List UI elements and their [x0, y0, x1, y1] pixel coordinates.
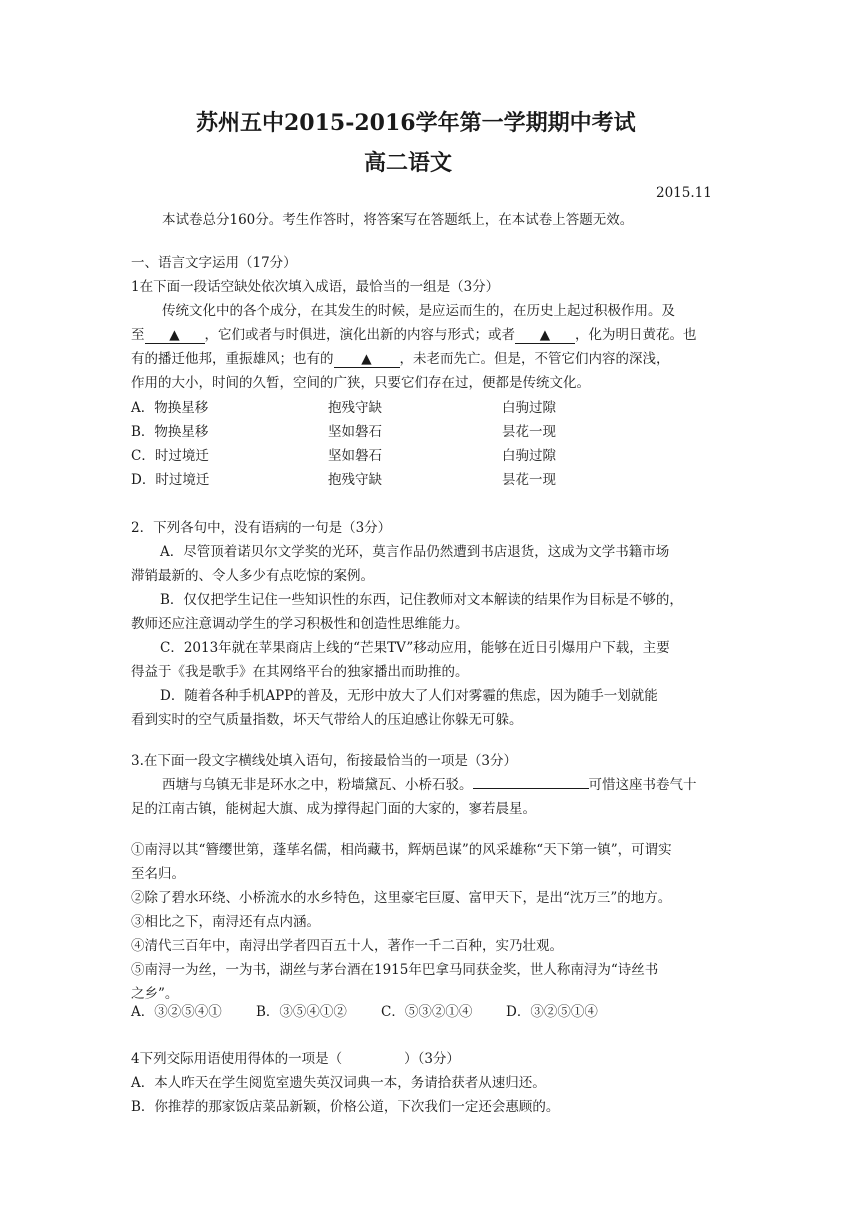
question-1-passage-line-4: 作用的大小，时间的久暂，空间的广狭，只要它们存在过，便都是传统文化。 — [131, 375, 590, 391]
question-2-option-d-line-1: D．随着各种手机APP的普及，无形中放大了人们对雾霾的焦虑，因为随手一划就能 — [160, 688, 658, 704]
question-1-passage-line-2 — [131, 323, 697, 344]
option-idiom-2: 抱残守缺 — [328, 472, 382, 488]
exam-date: 2015.11 — [656, 185, 712, 201]
option-idiom-3: 昙花一现 — [502, 472, 556, 488]
passage-text: 至 — [131, 327, 145, 343]
option-label: C．时过境迁 — [131, 448, 209, 464]
question-3-sentence-1-line-1: ①南浔以其“簪缨世第，蓬荜名儒，相尚藏书，辉炳邑谋”的风采雄称“天下第一镇”，可谓实 — [131, 842, 672, 858]
question-3-sentence-5-line-1: ⑤南浔一为丝，一为书，湖丝与茅台酒在1915年巴拿马同获金奖，世人称南浔为“诗丝书 — [131, 962, 659, 978]
option-label: A．物换星移 — [131, 400, 209, 416]
passage-text: 可惜这座书卷气十 — [588, 777, 697, 793]
question-2-option-c-line-1: C．2013年就在苹果商店上线的“芒果TV”移动应用，能够在近日引爆用户下载，主要 — [160, 640, 670, 656]
option-label: B．物换星移 — [131, 424, 209, 440]
fill-blank-2: ▲ — [515, 327, 575, 344]
question-3-sentence-1-line-2: 至名归。 — [131, 866, 185, 882]
question-3-option-d: D．③②⑤①④ — [506, 1004, 598, 1020]
question-2-option-a-line-1: A．尽管顶着诺贝尔文学奖的光环，莫言作品仍然遭到书店退货，这成为文学书籍市场 — [160, 544, 670, 560]
passage-text: ，化为明日黄花。也 — [575, 327, 697, 343]
option-label: D．时过境迁 — [131, 472, 210, 488]
exam-title: 苏州五中2015-2016学年第一学期期中考试 — [196, 110, 636, 136]
question-3-sentence-2: ②除了碧水环绕、小桥流水的水乡特色，这里豪宅巨厦、富甲天下，是出“沈万三”的地方。 — [131, 890, 672, 906]
section-heading: 一、语言文字运用（17分） — [131, 255, 297, 271]
exam-subject: 高二语文 — [364, 150, 453, 176]
question-2-stem: 2．下列各句中，没有语病的一句是（3分） — [131, 520, 392, 536]
option-idiom-3: 白驹过隙 — [502, 400, 556, 416]
question-3-passage-line-1 — [162, 773, 697, 793]
question-2-option-d-line-2: 看到实时的空气质量指数，坏天气带给人的压迫感让你躲无可躲。 — [131, 712, 523, 728]
question-3-option-a: A．③②⑤④① — [131, 1004, 222, 1020]
stem-text: 4下列交际用语使用得体的一项是（ — [131, 1051, 343, 1067]
question-3-stem: 3.在下面一段文字横线处填入语句，衔接最恰当的一项是（3分） — [131, 753, 517, 769]
option-idiom-2: 坚如磐石 — [328, 448, 382, 464]
option-idiom-3: 白驹过隙 — [502, 448, 556, 464]
question-3-option-c: C．⑤③②①④ — [381, 1004, 473, 1020]
question-3-sentence-5-line-2: 之乡”。 — [131, 986, 179, 1002]
question-1-passage-line-3 — [131, 347, 670, 368]
passage-text: 西塘与乌镇无非是环水之中，粉墙黛瓦、小桥石驳。 — [162, 777, 473, 793]
question-4-option-b: B．你推荐的那家饭店菜品新颖，价格公道，下次我们一定还会惠顾的。 — [131, 1099, 560, 1115]
option-idiom-2: 坚如磐石 — [328, 424, 382, 440]
question-2-option-b-line-1: B．仅仅把学生记住一些知识性的东西，记住教师对文本解读的结果作为目标是不够的， — [160, 592, 683, 608]
question-2-option-c-line-2: 得益于《我是歌手》在其网络平台的独家播出而助推的。 — [131, 664, 469, 680]
fill-blank — [473, 774, 589, 789]
question-3-sentence-3: ③相比之下，南浔还有点内涵。 — [131, 914, 320, 930]
fill-blank-3: ▲ — [334, 351, 400, 368]
option-idiom-2: 抱残守缺 — [328, 400, 382, 416]
question-3-sentence-4: ④清代三百年中，南浔出学者四百五十人，著作一千二百种，实乃壮观。 — [131, 938, 563, 954]
question-3-passage-line-2: 足的江南古镇，能树起大旗、成为撑得起门面的大家的，寥若晨星。 — [131, 801, 536, 817]
question-1-passage-line-1: 传统文化中的各个成分，在其发生的时候，是应运而生的，在历史上起过积极作用。及 — [162, 303, 675, 319]
exam-instructions: 本试卷总分160分。考生作答时，将答案写在答题纸上，在本试卷上答题无效。 — [162, 212, 634, 228]
question-4-option-a: A．本人昨天在学生阅览室遗失英汉词典一本，务请拾获者从速归还。 — [131, 1075, 546, 1091]
question-2-option-b-line-2: 教师还应注意调动学生的学习积极性和创造性思维能力。 — [131, 616, 469, 632]
passage-text: ，它们或者与时俱进，演化出新的内容与形式；或者 — [204, 327, 515, 343]
fill-blank-1: ▲ — [145, 327, 205, 344]
passage-text: ，未老而先亡。但是，不管它们内容的深浅， — [399, 351, 670, 367]
question-4-stem — [131, 1047, 460, 1067]
question-3-option-b: B．③⑤④①② — [256, 1004, 347, 1020]
stem-text: ）（3分） — [404, 1051, 460, 1067]
passage-text: 有的播迁他邦，重振雄风；也有的 — [131, 351, 334, 367]
question-1-stem: 1在下面一段话空缺处依次填入成语，最恰当的一组是（3分） — [131, 279, 500, 295]
question-2-option-a-line-2: 滞销最新的、令人多少有点吃惊的案例。 — [131, 568, 374, 584]
option-idiom-3: 昙花一现 — [502, 424, 556, 440]
